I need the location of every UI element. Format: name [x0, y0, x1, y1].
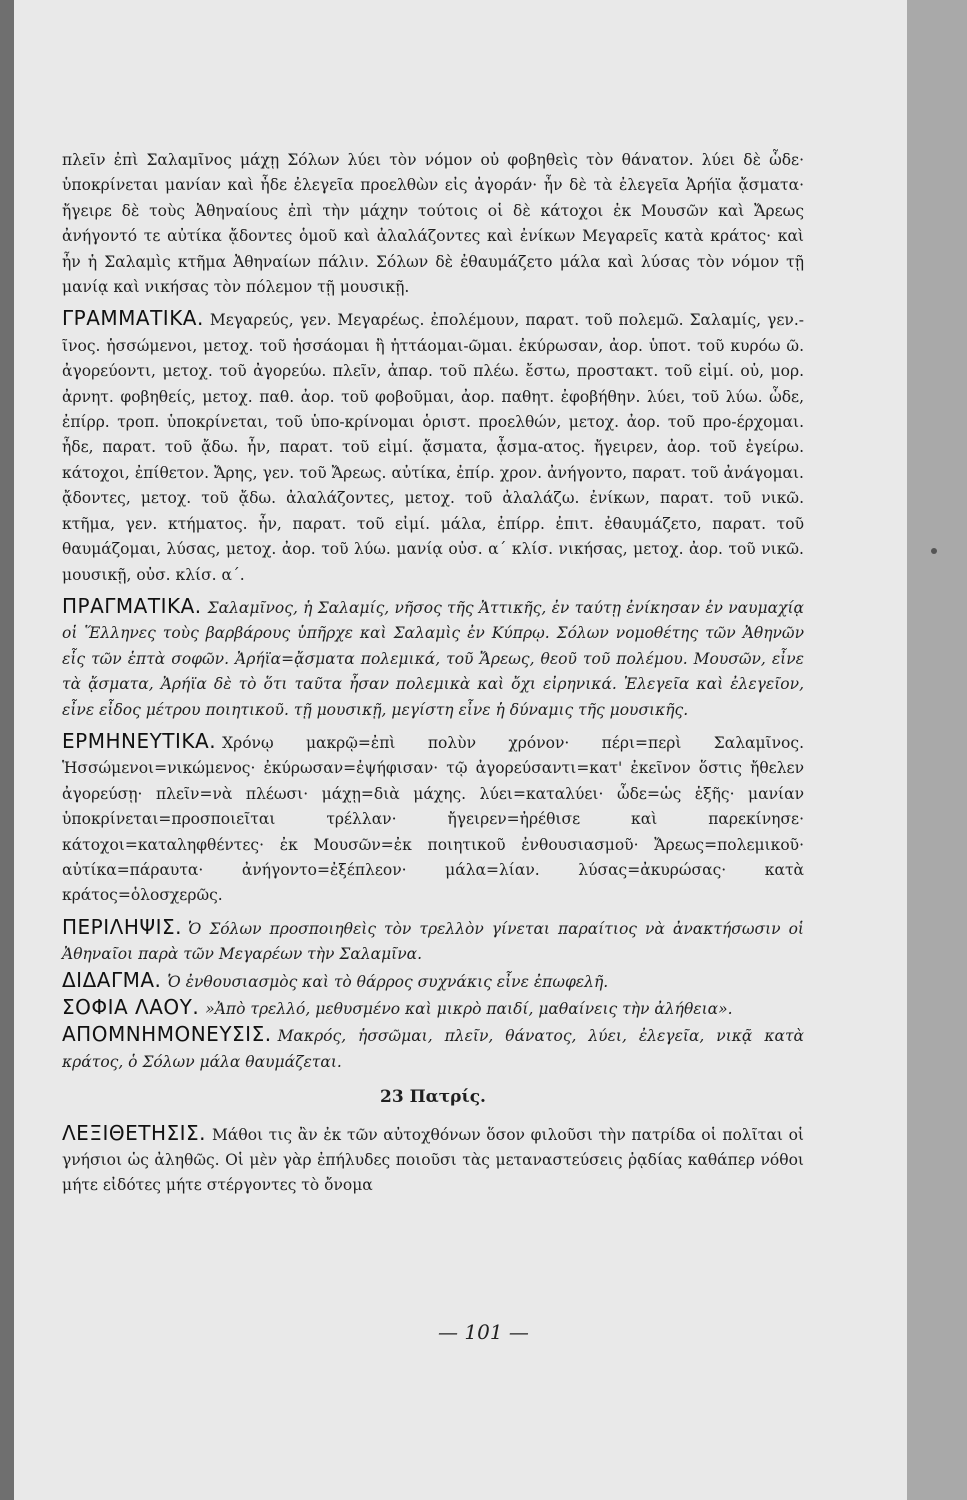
section-apomnimoneusis: [62, 1022, 804, 1075]
section-sofia-laou: [62, 995, 804, 1022]
section-lexithetisis: [62, 1121, 804, 1199]
section-heading: ΔΙΔΑΓΜΑ.: [62, 967, 162, 992]
section-heading: ΕΡΜΗΝΕΥΤΙΚΑ.: [62, 728, 217, 753]
section-heading: ΛΕΞΙΘΕΤΗΣΙΣ.: [62, 1120, 207, 1145]
scan-right-edge: [907, 0, 967, 1500]
section-text: »Ἀπὸ τρελλό, μεθυσμένο καὶ μικρὸ παιδί, μαθαίνεις τὴν ἀλήθεια».: [205, 1000, 733, 1018]
section-heading: ΠΕΡΙΛΗΨΙΣ.: [62, 914, 182, 939]
section-ermineutika: [62, 729, 804, 909]
text-body: [62, 148, 804, 1199]
section-text: Μάθοι τις ἂν ἐκ τῶν αὐτοχθόνων ὅσον φιλοῦσι τὴν πατρίδα οἱ πολῖται οἱ γνήσιοι ὡς ἀληθῶς. Οἱ μὲν γὰρ ἐπήλυδες ποιοῦσι τὰς μεταναστεύσεις ῥᾳδίας καθάπερ νόθοι μήτε εἰδότες μήτε στέργοντες τὸ ὄνομα: [62, 1125, 804, 1195]
chapter-title: 23 Πατρίς.: [380, 1087, 486, 1108]
section-perilipsis: [62, 915, 804, 968]
section-heading: ΑΠΟΜΝΗΜΟΝΕΥΣΙΣ.: [62, 1022, 272, 1047]
section-pragmatika: [62, 594, 804, 723]
section-grammatika: [62, 306, 804, 587]
section-text: Σαλαμῖνος, ἡ Σαλαμίς, νῆσος τῆς Ἀττικῆς, ἐν ταύτῃ ἐνίκησαν ἐν ναυμαχίᾳ οἱ Ἕλληνες τοὺς βαρβάρους ὑπῆρχε καὶ Σαλαμὶς ἐν Κύπρῳ. Σόλων νομοθέτης τῶν Ἀθηνῶν εἷς τῶν ἑπτὰ σοφῶν. Ἀρήϊα=ᾄσματα πολεμικά, τοῦ Ἄρεως, θεοῦ τοῦ πολέμου. Μουσῶν, εἶνε τὰ ᾄσματα, Ἀρήϊα δὲ τὸ ὅτι ταῦτα ἦσαν πολεμικὰ καὶ ὄχι εἰρηνικά. Ἐλεγεῖα καὶ ἐλεγεῖον, εἶνε εἶδος μέτρου ποιητικοῦ. τῇ μουσικῇ, μεγίστη εἶνε ἡ δύναμις τῆς μουσικῆς.: [62, 598, 804, 719]
section-didagma: [62, 968, 804, 995]
section-text: Μακρός, ἡσσῶμαι, πλεῖν, θάνατος, λύει, ἐλεγεῖα, νικᾷ κατὰ κράτος, ὁ Σόλων μάλα θαυμάζεται.: [62, 1027, 804, 1071]
section-text: Ὁ Σόλων προσποιηθεὶς τὸν τρελλὸν γίνεται παραίτιος νὰ ἀνακτήσωσιν οἱ Ἀθηναῖοι παρὰ τῶν Μεγαρέων τὴν Σαλαμῖνα.: [62, 919, 804, 964]
section-heading: ΠΡΑΓΜΑΤΙΚΑ.: [62, 593, 202, 618]
scan-left-edge: [0, 0, 14, 1500]
section-heading: ΓΡΑΜΜΑΤΙΚΑ.: [62, 306, 204, 331]
page-number: — 101 —: [438, 1320, 529, 1344]
margin-speck: [931, 548, 937, 554]
section-heading: ΣΟΦΙΑ ΛΑΟΥ.: [62, 995, 200, 1019]
section-text: Μεγαρεύς, γεν. Μεγαρέως. ἐπολέμουν, παρατ. τοῦ πολεμῶ. Σαλαμίς, γεν.-ῖνος. ἡσσώμενοι, μετοχ. τοῦ ἡσσάομαι ἢ ἡττάομαι-ῶμαι. ἐκύρωσαν, ἀορ. ὑποτ. τοῦ κυρόω ῶ. ἀγορεύοντι, μετοχ. τοῦ ἀγορεύω. πλεῖν, ἀπαρ. τοῦ πλέω. ἔστω, προστακτ. τοῦ εἰμί. οὐ, μορ. ἀρνητ. φοβηθείς, μετοχ. παθ. ἀορ. τοῦ φοβοῦμαι, ἀορ. παθητ. ἐφοβήθην. λύει, τοῦ λύω. ὧδε, ἐπίρρ. τροπ. ὑποκρίνεται, τοῦ ὑπο-κρίνομαι ὁριστ. προελθών, μετοχ. ἀορ. τοῦ προ-έρχομαι. ἦδε, παρατ. τοῦ ᾄδω. ἦν, παρατ. τοῦ εἰμί. ᾄσματα, ᾆσμα-ατος. ἤγειρεν, ἀορ. τοῦ ἐγείρω. κάτοχοι, ἐπίθετον. Ἄρης, γεν. τοῦ Ἄρεως. αὐτίκα, ἐπίρ. χρον. ἀνήγοντο, παρατ. τοῦ ἀνάγομαι. ᾄδοντες, μετοχ. τοῦ ᾄδω. ἀλαλάζοντες, μετοχ. τοῦ ἀλαλάζω. ἐνίκων, παρατ. τοῦ νικῶ. κτῆμα, γεν. κτήματος. ἦν, παρατ. τοῦ εἰμί. μάλα, ἐπίρρ. ἐπιτ. ἐθαυμάζετο, παρατ. τοῦ θαυμάζομαι, λύσας, μετοχ. ἀορ. τοῦ λύω. μανίᾳ οὐσ. α΄ κλίσ. νικήσας, μετοχ. ἀορ. τοῦ νικῶ. μουσικῇ, οὐσ. κλίσ. α΄.: [62, 311, 804, 584]
section-text: Χρόνῳ μακρῷ=ἐπὶ πολὺν χρόνον· πέρι=περὶ Σαλαμῖνος. Ἡσσώμενοι=νικώμενος· ἐκύρωσαν=ἐψήφισαν· τῷ ἀγορεύσαντι=κατ' ἐκεῖνον ὅστις ἤθελεν ἀγορεύσῃ· πλεῖν=νὰ πλέωσι· μάχῃ=διὰ μάχης. λύει=καταλύει· ὧδε=ὡς ἑξῆς· μανίαν ὑποκρίνεται=προσποιεῖται τρέλλαν· ἤγειρεν=ἠρέθισε καὶ παρεκίνησε· κάτοχοι=καταληφθέντες· ἐκ Μουσῶν=ἐκ ποιητικοῦ ἐνθουσιασμοῦ· Ἄρεως=πολεμικοῦ· αὐτίκα=πάραυτα· ἀνήγοντο=ἐξέπλεον· μάλα=λίαν. λύσας=ἀκυρώσας· κατὰ κράτος=ὁλοσχερῶς.: [62, 733, 804, 905]
section-text: Ὁ ἐνθουσιασμὸς καὶ τὸ θάρρος συχνάκις εἶνε ἐπωφελῆ.: [167, 972, 609, 991]
intro-paragraph: πλεῖν ἐπὶ Σαλαμῖνος μάχῃ Σόλων λύει τὸν νόμον οὐ φοβηθεὶς τὸν θάνατον. λύει δὲ ὧδε· ὑποκρίνεται μανίαν καὶ ἦδε ἐλεγεῖα προελθὼν εἰς ἀγοράν· ἦν δὲ τὰ ἐλεγεῖα Ἀρήϊα ᾄσματα· ἤγειρε δὲ τοὺς Ἀθηναίους ἐπὶ τὴν μάχην τούτοις οἱ δὲ κάτοχοι ἐκ Μουσῶν καὶ Ἄρεως ἀνήγοντό τε αὐτίκα ᾄδοντες ὁμοῦ καὶ ἀλαλάζοντες καὶ ἐνίκων Μεγαρεῖς κατὰ κράτος· καὶ ἦν ἡ Σαλαμὶς κτῆμα Ἀθηναίων πάλιν. Σόλων δὲ ἐθαυμάζετο μάλα καὶ λύσας τὸν νόμον τῇ μανίᾳ καὶ νικήσας τὸν πόλεμον τῇ μουσικῇ.: [62, 151, 804, 297]
